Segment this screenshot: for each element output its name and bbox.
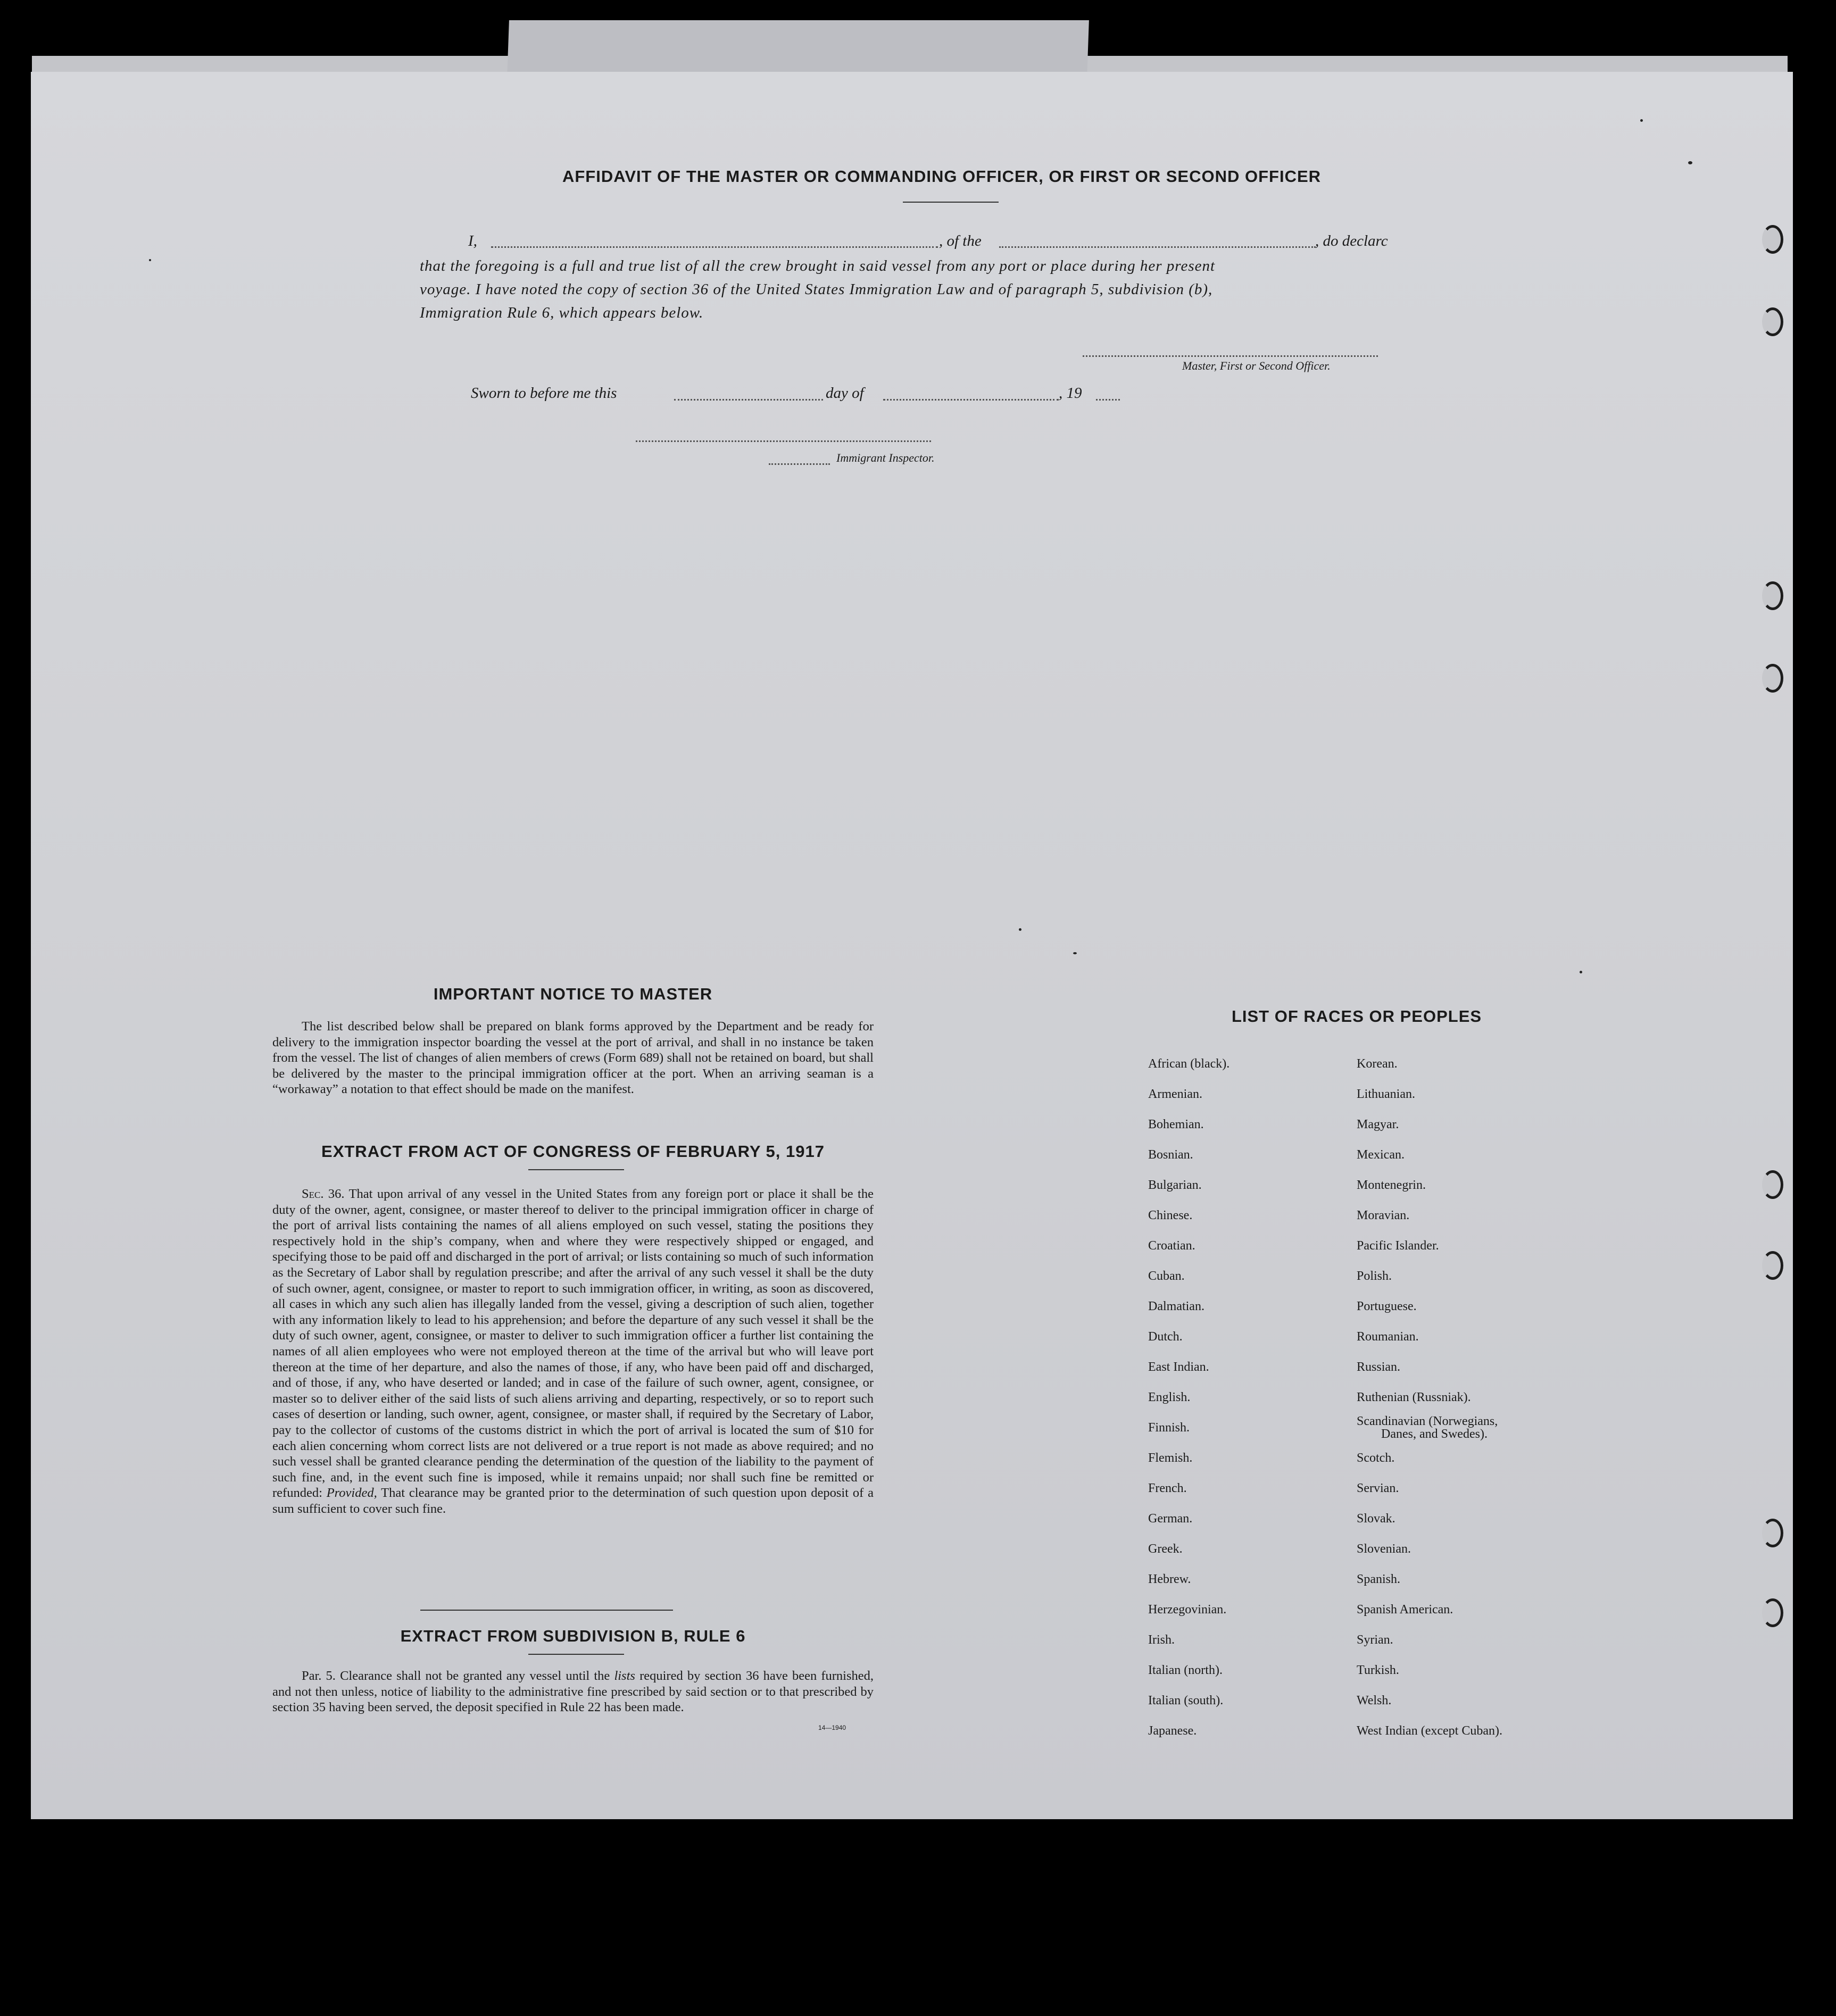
torn-top-tab [507, 20, 1089, 79]
extract-rule-title-rule [528, 1654, 624, 1655]
affidavit-line-2: that the foregoing is a full and true list of all the crew brought in said vessel from any port or place during her present [420, 257, 1216, 274]
scan-speck [1688, 161, 1692, 164]
race-right-4: Mexican. [1357, 1148, 1405, 1162]
race-left-21: Italian (north). [1148, 1663, 1223, 1677]
sworn-month-blank [883, 399, 1059, 401]
form-code: 14—1940 [818, 1724, 846, 1731]
affidavit-line-3: voyage. I have noted the copy of section 36 of the United States Immigration Law and of paragraph 5, subdivision (b), [420, 281, 1213, 298]
race-left-16: German. [1148, 1512, 1193, 1526]
races-title: LIST OF RACES OR PEOPLES [1231, 1007, 1482, 1026]
sworn-day-blank [674, 399, 823, 401]
binder-hole-5 [1762, 1170, 1783, 1199]
extract-act-text [272, 1186, 874, 1517]
race-right-12: Ruthenian (Russniak). [1357, 1390, 1471, 1404]
race-right-9: Portuguese. [1357, 1299, 1417, 1313]
race-left-7: Croatian. [1148, 1239, 1195, 1253]
extract-rule-title: EXTRACT FROM SUBDIVISION B, RULE 6 [400, 1627, 746, 1645]
sec-36-text-a: That upon arrival of any vessel in the United States from any foreign port or place it shall be the duty of the owner, agent, consignee, or master thereof to deliver to the principal immigration officer in charge of the port of arrival lists containing the names of all aliens employed on such vessel, stating the positions they respectively hold in the ship’s company, when and where they were respectively shipped or engaged, and specifying those to be paid off and discharged in the port of arrival; or lists containing so much of such information as the Secretary of Labor shall by regulation prescribe; and after the arrival of any such vessel it shall be the duty of such owner, agent, consignee, or master to report to such immigration officer, in writing, as soon as discovered, all cases in which any such alien has illegally landed from the vessel, giving a description of such alien, together with any information likely to lead to his apprehension; and before the departure of any such vessel it shall be the duty of such owner, agent, consignee, or master to deliver to such immigration officer a further list containing the names of all alien employees who were not employed thereon at the time of the arrival but who will leave port thereon at the time of her departure, and also the names of those, if any, who have been paid off and discharged, and of those, if any, who have deserted or landed; and in case of the failure of such owner, agent, consignee, or master so to deliver either of the said lists of such aliens arriving and departing, respectively, or so to report such cases of desertion or landing, such owner, agent, consignee, or master shall, if required by the Secretary of Labor, pay to the collector of customs of the customs district in which the port of arrival is located the sum of $10 for each alien concerning whom correct lists are not delivered or a true report is not made as above required; and no such vessel shall be granted clearance pending the determination of the question of the liability to the payment of such fine, and, in the event such fine is imposed, while it remains unpaid; nor shall such fine be remitted or refunded: [272, 1187, 874, 1501]
sworn-year-blank [1096, 399, 1120, 401]
race-left-2: Armenian. [1148, 1087, 1202, 1101]
par-5-text-a: Clearance shall not be granted any vessel until the [340, 1669, 610, 1683]
vessel-name-blank [999, 246, 1316, 248]
race-left-9: Dalmatian. [1148, 1299, 1204, 1313]
sworn-day-of: day of [826, 385, 864, 402]
race-left-8: Cuban. [1148, 1269, 1185, 1283]
affidavit-i: I, [468, 232, 477, 249]
race-left-14: Flemish. [1148, 1451, 1193, 1465]
race-right-8: Polish. [1357, 1269, 1392, 1283]
race-right-22: Welsh. [1357, 1694, 1392, 1707]
race-left-4: Bosnian. [1148, 1148, 1193, 1162]
affidavit-line-4: Immigration Rule 6, which appears below. [420, 304, 704, 321]
scan-speck [1580, 971, 1582, 973]
binder-hole-8 [1762, 1598, 1783, 1627]
race-left-22: Italian (south). [1148, 1694, 1224, 1707]
race-left-15: French. [1148, 1481, 1187, 1495]
race-left-5: Bulgarian. [1148, 1178, 1202, 1192]
race-right-23: West Indian (except Cuban). [1357, 1724, 1502, 1738]
par-5-text-b: required by section 36 have been furnished, and not then unless, notice of liability to the administrative fine prescribed by said section or to that prescribed by section 35 having been served, the deposit specified in Rule 22 has been made. [272, 1669, 874, 1715]
binder-hole-1 [1762, 225, 1783, 254]
section-divider-rule [420, 1610, 673, 1611]
race-right-6: Moravian. [1357, 1209, 1410, 1222]
race-right-11: Russian. [1357, 1360, 1401, 1374]
race-right-3: Magyar. [1357, 1118, 1399, 1131]
race-left-11: East Indian. [1148, 1360, 1209, 1374]
affiant-name-blank [491, 246, 938, 248]
race-right-1: Korean. [1357, 1057, 1398, 1071]
race-right-21: Turkish. [1357, 1663, 1399, 1677]
binder-hole-4 [1762, 664, 1783, 693]
extract-rule-text [272, 1668, 874, 1715]
race-left-18: Hebrew. [1148, 1572, 1191, 1586]
affidavit-title: AFFIDAVIT OF THE MASTER OR COMMANDING OFFICER, OR FIRST OR SECOND OFFICER [562, 167, 1322, 186]
race-right-17: Slovenian. [1357, 1542, 1411, 1556]
par-label: Par. 5. [302, 1669, 336, 1683]
sworn-prefix: Sworn to before me this [471, 385, 617, 402]
important-notice-text: The list described below shall be prepared on blank forms approved by the Department and be ready for delivery to the immigration inspector boarding the vessel at the port of arrival, and shall in no instance be taken from the vessel. The list of changes of alien members of crews (Form 689) shall not be retained on board, but shall be delivered by the master to the principal immigration officer at the port. When an arriving seaman is a “workaway” a notation to that effect should be made on the manifest. [272, 1019, 874, 1097]
master-signature-blank [1083, 355, 1378, 357]
binder-hole-6 [1762, 1251, 1783, 1280]
form-sheet [31, 72, 1793, 1819]
scan-speck [149, 259, 151, 261]
race-left-19: Herzegovinian. [1148, 1603, 1227, 1617]
affidavit-title-rule [903, 202, 999, 203]
race-right-19: Spanish American. [1357, 1603, 1453, 1617]
race-left-1: African (black). [1148, 1057, 1230, 1071]
affidavit-do-declare: , do declarc [1315, 232, 1388, 249]
sec-label: Sec. 36. [302, 1187, 345, 1201]
race-right-15: Servian. [1357, 1481, 1399, 1495]
scan-speck [1019, 928, 1021, 931]
scan-speck [1640, 119, 1643, 122]
race-left-3: Bohemian. [1148, 1118, 1204, 1131]
inspector-signature-blank [636, 440, 931, 442]
race-right-13: Scandinavian (Norwegians, [1357, 1414, 1498, 1428]
inspector-caption: Immigrant Inspector. [836, 451, 935, 464]
affidavit-of-the: , of the [939, 232, 982, 249]
race-left-13: Finnish. [1148, 1421, 1190, 1435]
race-right-7: Pacific Islander. [1357, 1239, 1439, 1253]
sec-36-text-b: That clearance may be granted prior to the determination of such question upon deposit of a sum sufficient to cover such fine. [272, 1486, 874, 1516]
inspector-prefix-blank [769, 463, 830, 465]
race-right-2: Lithuanian. [1357, 1087, 1415, 1101]
race-right-20: Syrian. [1357, 1633, 1393, 1647]
binder-hole-7 [1762, 1519, 1783, 1547]
race-left-20: Irish. [1148, 1633, 1175, 1647]
binder-hole-2 [1762, 307, 1783, 336]
master-caption: Master, First or Second Officer. [1182, 359, 1331, 372]
race-right-14: Scotch. [1357, 1451, 1395, 1465]
binder-hole-3 [1762, 581, 1783, 610]
race-left-23: Japanese. [1148, 1724, 1197, 1738]
race-right-5: Montenegrin. [1357, 1178, 1426, 1192]
sworn-year: , 19 [1059, 385, 1082, 402]
race-right-18: Spanish. [1357, 1572, 1401, 1586]
extract-act-title: EXTRACT FROM ACT OF CONGRESS OF FEBRUARY 5, 1917 [321, 1142, 825, 1161]
race-left-12: English. [1148, 1390, 1191, 1404]
race-right-10: Roumanian. [1357, 1330, 1419, 1344]
race-left-17: Greek. [1148, 1542, 1183, 1556]
race-right-16: Slovak. [1357, 1512, 1395, 1526]
provided-word: Provided, [326, 1486, 377, 1501]
race-right-13-cont: Danes, and Swedes). [1381, 1427, 1488, 1441]
race-left-6: Chinese. [1148, 1209, 1193, 1222]
important-notice-title: IMPORTANT NOTICE TO MASTER [433, 985, 713, 1003]
scan-speck [1073, 952, 1077, 954]
race-left-10: Dutch. [1148, 1330, 1183, 1344]
extract-act-title-rule [528, 1169, 624, 1170]
lists-word: lists [614, 1669, 635, 1683]
